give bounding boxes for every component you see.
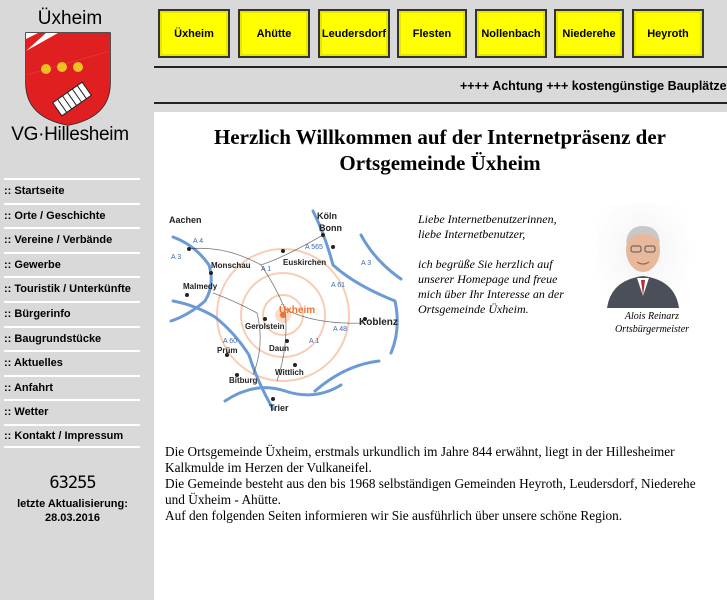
intro-paragraph: Die Gemeinde besteht aus den bis 1968 selbständigen Gemeinden Heyroth, Leudersdorf, Niederehe und Üxheim - Ahütte. (165, 476, 696, 507)
map-road-a3-west: A 3 (171, 254, 182, 261)
menu-item-gewerbe[interactable]: :: Gewerbe (4, 252, 140, 276)
greeting-line: unserer Homepage und freue (418, 272, 558, 286)
nav-leudersdorf[interactable]: Leudersdorf (318, 9, 390, 58)
map-label-uexheim: Üxheim (279, 305, 316, 316)
nav-flesten[interactable]: Flesten (397, 9, 467, 58)
top-navigation (158, 9, 718, 59)
visitor-counter: 63255 (49, 473, 96, 493)
greeting-line (418, 242, 588, 257)
map-road-a1-south: A 1 (309, 338, 320, 345)
greeting-line: liebe Internetbenutzer, (418, 227, 526, 241)
page-title (160, 124, 720, 176)
map-road-a565: A 565 (305, 244, 323, 251)
last-update-date: 28.03.2016 (44, 512, 101, 524)
menu-item-anfahrt[interactable]: :: Anfahrt (4, 375, 140, 399)
coat-of-arms-logo[interactable] (24, 31, 112, 127)
map-label-daun: Daun (269, 344, 289, 353)
greeting-line: mich über Ihr Interesse an der (418, 287, 564, 301)
site-title: Üxheim (37, 8, 103, 29)
map-road-a3-east: A 3 (361, 260, 372, 267)
map-label-wittlich: Wittlich (275, 368, 304, 377)
menu-item-vereine[interactable]: :: Vereine / Verbände (4, 227, 140, 251)
map-road-a1-north: A 1 (261, 266, 272, 273)
mayor-name: Alois Reinarz (624, 311, 680, 322)
menu-item-touristik[interactable]: :: Touristik / Unterkünfte (4, 276, 140, 300)
map-road-a61: A 61 (331, 282, 346, 289)
nav-uexheim[interactable]: Üxheim (158, 9, 230, 58)
map-road-a4: A 4 (193, 238, 204, 245)
map-label-koeln: Köln (317, 211, 337, 221)
greeting-line: Ortsgemeinde Üxheim. (418, 302, 529, 316)
region-map (165, 205, 410, 415)
map-road-a60: A 60 (223, 338, 238, 345)
map-label-trier: Trier (269, 403, 289, 413)
menu-item-aktuelles[interactable]: :: Aktuelles (4, 350, 140, 374)
greeting-line: Liebe Internetbenutzerinnen, (418, 212, 557, 226)
menu-item-startseite[interactable]: :: Startseite (4, 178, 140, 202)
nav-ahuette[interactable]: Ahütte (238, 9, 310, 58)
map-label-bitburg: Bitburg (229, 376, 258, 385)
ticker-text: ++++ Achtung +++ kostengünstige Bauplätze (460, 79, 727, 93)
map-label-monschau: Monschau (211, 261, 251, 270)
intro-paragraph: Die Ortsgemeinde Üxheim, erstmals urkundlich im Jahre 844 erwähnt, liegt in der Hillesheimer Kalkmulde im Herzen der Vulkaneifel. (165, 444, 675, 475)
page-title-line2: Ortsgemeinde Üxheim (339, 151, 541, 175)
mayor-role: Ortsbürgermeister (614, 324, 690, 335)
news-ticker (154, 70, 727, 102)
menu-item-kontakt[interactable]: :: Kontakt / Impressum (4, 424, 140, 448)
nav-niederehe[interactable]: Niederehe (554, 9, 624, 58)
last-update (0, 497, 145, 525)
map-label-bonn: Bonn (319, 223, 342, 233)
map-label-gerolstein: Gerolstein (245, 322, 285, 331)
map-label-euskirchen: Euskirchen (283, 258, 327, 267)
intro-paragraph: Auf den folgenden Seiten informieren wir Sie ausführlich über unsere schöne Region. (165, 508, 623, 523)
nav-heyroth[interactable]: Heyroth (632, 9, 704, 58)
nav-nollenbach[interactable]: Nollenbach (475, 9, 547, 58)
menu-item-baugrundstuecke[interactable]: :: Baugrundstücke (4, 326, 140, 350)
divider (154, 102, 727, 104)
page-title-line1: Herzlich Willkommen auf der Internetpräsenz der (213, 125, 667, 149)
divider (154, 66, 727, 68)
menu-item-buergerinfo[interactable]: :: Bürgerinfo (4, 301, 140, 325)
map-label-malmedy: Malmedy (183, 282, 218, 291)
menu-item-orte[interactable]: :: Orte / Geschichte (4, 203, 140, 227)
greeting-text (418, 212, 588, 317)
greeting-line: ich begrüße Sie herzlich auf (418, 257, 553, 271)
vg-title: VG·Hillesheim (11, 124, 129, 145)
mayor-photo (597, 204, 689, 308)
map-label-aachen: Aachen (169, 215, 202, 225)
map-label-pruem: Prüm (217, 346, 238, 355)
map-road-a48: A 48 (333, 326, 348, 333)
menu-item-wetter[interactable]: :: Wetter (4, 399, 140, 423)
map-label-koblenz: Koblenz (359, 317, 398, 328)
intro-text (165, 444, 710, 524)
mayor-signature (597, 310, 707, 336)
last-update-label: letzte Aktualisierung: (17, 498, 128, 510)
